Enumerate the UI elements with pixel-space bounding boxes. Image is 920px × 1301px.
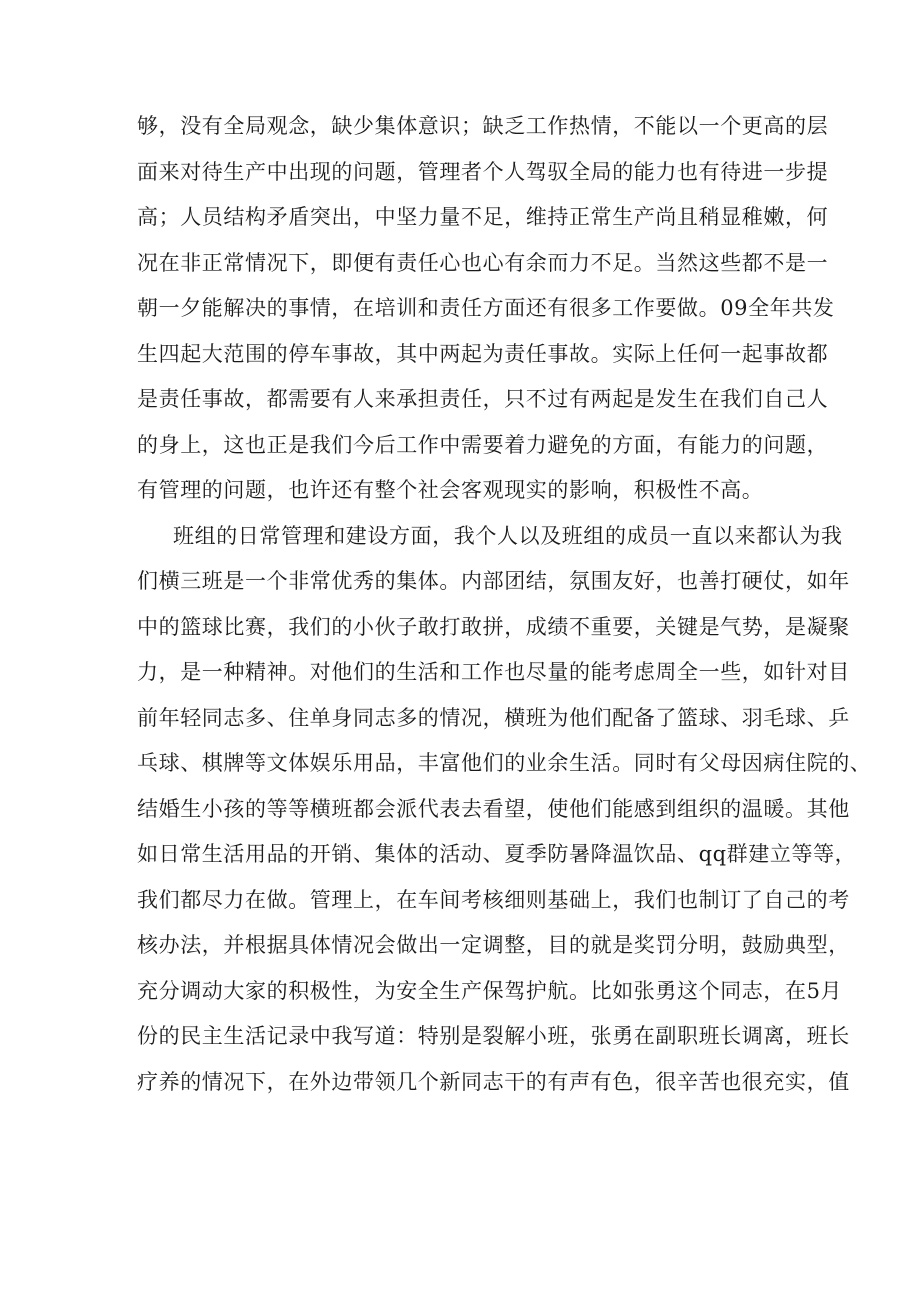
text-line: 们横三班是一个非常优秀的集体。内部团结，氛围友好，也善打硬仗，如年 [137, 569, 850, 593]
text-line: 我们都尽力在做。管理上，在车间考核细则基础上，我们也制订了自己的考 [137, 887, 850, 912]
text-line: 是责任事故，都需要有人来承担责任，只不过有两起是发生在我们自己人 [137, 387, 829, 411]
text-line: 如日常生活用品的开销、集体的活动、夏季防暑降温饮品、qq群建立等等， [137, 842, 857, 866]
text-line: 结婚生小孩的等等横班都会派代表去看望，使他们能感到组织的温暖。其他 [137, 796, 850, 821]
text-line: 朝一夕能解决的事情，在培训和责任方面还有很多工作要做。09全年共发 [137, 296, 835, 320]
document-body [137, 104, 872, 1105]
text-line: 面来对待生产中出现的问题，管理者个人驾驭全局的能力也有待进一步提 [137, 159, 829, 184]
text-line: 疗养的情况下，在外边带领几个新同志干的有声有色，很辛苦也很充实，值 [137, 1069, 850, 1094]
text-line: 力，是一种精神。对他们的生活和工作也尽量的能考虑周全一些，如针对目 [137, 660, 850, 684]
text-line: 充分调动大家的积极性，为安全生产保驾护航。比如张勇这个同志，在5月 [137, 978, 843, 1003]
text-line: 乓球、棋牌等文体娱乐用品，丰富他们的业余生活。同时有父母因病住院的、 [137, 751, 872, 775]
paragraph-first-line: 班组的日常管理和建设方面，我个人以及班组的成员一直以来都认为我 [173, 523, 843, 548]
text-line: 的身上，这也正是我们今后工作中需要着力避免的方面，有能力的问题， [137, 432, 829, 457]
text-line: 有管理的问题，也许还有整个社会客观现实的影响，积极性不高。 [137, 478, 764, 502]
text-line: 份的民主生活记录中我写道：特别是裂解小班，张勇在副职班长调离，班长 [137, 1024, 850, 1048]
text-line: 生四起大范围的停车事故，其中两起为责任事故。实际上任何一起事故都 [137, 341, 829, 366]
text-line: 够，没有全局观念，缺少集体意识；缺乏工作热情，不能以一个更高的层 [137, 114, 829, 138]
text-line: 高；人员结构矛盾突出，中坚力量不足，维持正常生产尚且稍显稚嫩，何 [137, 205, 829, 229]
text-line: 况在非正常情况下，即便有责任心也心有余而力不足。当然这些都不是一 [137, 250, 829, 275]
text-line: 中的篮球比赛，我们的小伙子敢打敢拼，成绩不重要，关键是气势，是凝聚 [137, 614, 850, 639]
text-line: 前年轻同志多、住单身同志多的情况，横班为他们配备了篮球、羽毛球、乒 [137, 705, 850, 730]
text-line: 核办法，并根据具体情况会做出一定调整，目的就是奖罚分明，鼓励典型， [137, 933, 850, 957]
